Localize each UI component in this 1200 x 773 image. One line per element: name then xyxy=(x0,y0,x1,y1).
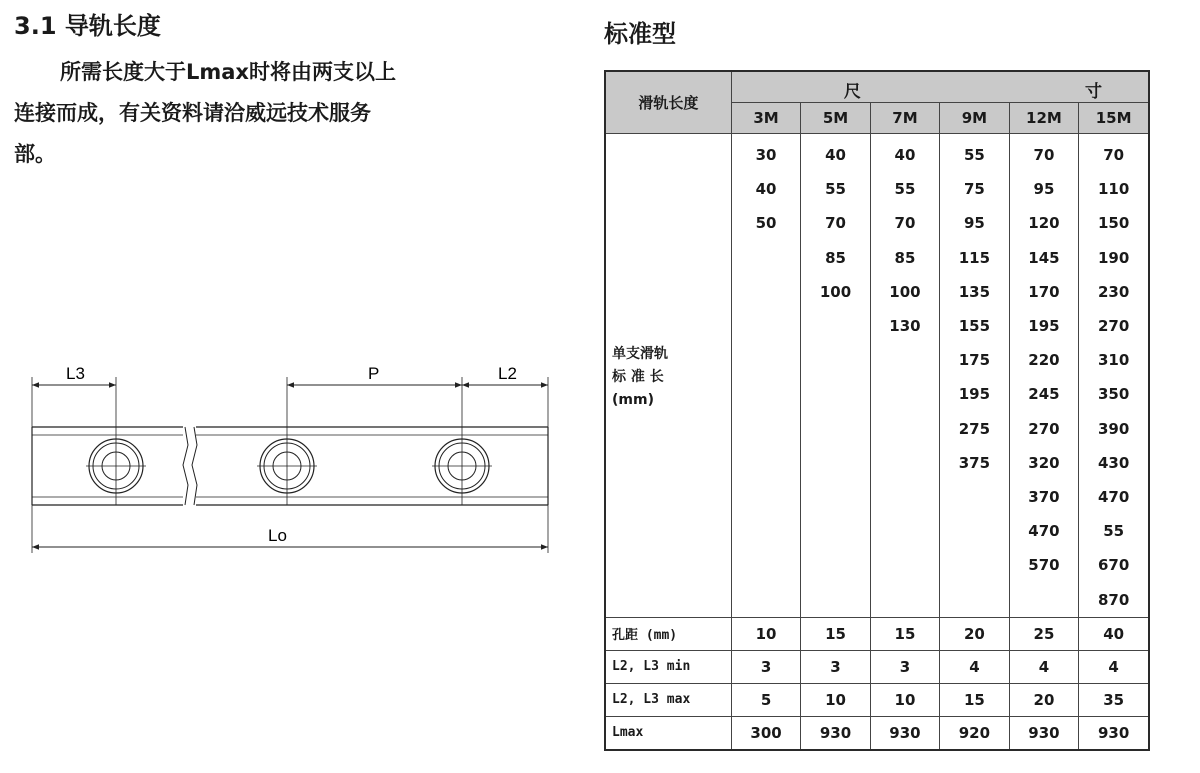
table-cell: 40 xyxy=(801,134,870,173)
table-row xyxy=(605,650,1149,683)
table-cell: 50 xyxy=(731,206,800,240)
table-cell: 25 xyxy=(1009,617,1079,650)
table-cell: 390 xyxy=(1079,412,1149,446)
mounting-hole xyxy=(86,377,146,505)
paragraph-line-2: 连接而成，有关资料请洽威远技术服务 xyxy=(14,101,371,125)
table-cell xyxy=(801,514,870,548)
table-cell xyxy=(731,309,800,343)
column-header: 5M xyxy=(801,103,870,134)
mounting-hole xyxy=(432,377,492,505)
table-cell: 30 xyxy=(731,134,800,173)
table-cell: 4 xyxy=(1009,650,1079,683)
table-cell xyxy=(801,548,870,582)
table-row xyxy=(605,716,1149,750)
table-cell xyxy=(731,582,800,617)
group-label-line: 标 准 长 xyxy=(612,368,664,385)
column-header: 7M xyxy=(870,103,939,134)
table-cell: 470 xyxy=(1009,514,1079,548)
table-cell: 300 xyxy=(731,716,800,750)
table-cell: 5 xyxy=(731,683,800,716)
table-cell: 270 xyxy=(1079,309,1149,343)
table-cell: 115 xyxy=(940,241,1009,275)
footer-row-label: L2, L3 max xyxy=(605,683,731,716)
column-header: 3M xyxy=(731,103,800,134)
table-cell xyxy=(801,377,870,411)
table-cell xyxy=(731,548,800,582)
table-cell: 145 xyxy=(1009,241,1079,275)
table-cell: 20 xyxy=(940,617,1009,650)
dimension-header-right: 寸 xyxy=(1085,82,1102,102)
table-cell xyxy=(940,514,1009,548)
table-cell xyxy=(870,446,939,480)
table-cell: 220 xyxy=(1009,343,1079,377)
table-cell: 10 xyxy=(870,683,939,716)
table-cell: 120 xyxy=(1009,206,1079,240)
table-cell xyxy=(870,343,939,377)
group-label-line: 单支滑轨 xyxy=(612,345,668,362)
table-cell: 195 xyxy=(1009,309,1079,343)
table-cell: 40 xyxy=(1079,617,1149,650)
table-cell: 10 xyxy=(731,617,800,650)
table-cell xyxy=(870,377,939,411)
table-cell: 70 xyxy=(1009,134,1079,173)
table-cell: 375 xyxy=(940,446,1009,480)
l3-label: L3 xyxy=(66,364,85,383)
table-cell xyxy=(1009,582,1079,617)
table-cell: 350 xyxy=(1079,377,1149,411)
table-cell: 570 xyxy=(1009,548,1079,582)
table-cell xyxy=(731,514,800,548)
table-cell: 85 xyxy=(801,241,870,275)
table-cell: 3 xyxy=(731,650,800,683)
table-cell xyxy=(940,582,1009,617)
table-cell: 135 xyxy=(940,275,1009,309)
table-cell: 930 xyxy=(1009,716,1079,750)
table-cell: 920 xyxy=(940,716,1009,750)
table-cell: 70 xyxy=(1079,134,1149,173)
table-cell: 320 xyxy=(1009,446,1079,480)
table-cell xyxy=(801,582,870,617)
table-cell: 55 xyxy=(1079,514,1149,548)
table-cell: 70 xyxy=(801,206,870,240)
table-cell xyxy=(731,377,800,411)
table-cell: 270 xyxy=(1009,412,1079,446)
table-cell xyxy=(870,514,939,548)
table-cell: 4 xyxy=(940,650,1009,683)
footer-row-label: Lmax xyxy=(605,716,731,750)
table-cell: 40 xyxy=(731,172,800,206)
table-cell xyxy=(731,446,800,480)
table-row xyxy=(605,134,1149,173)
table-cell: 155 xyxy=(940,309,1009,343)
table-cell: 930 xyxy=(870,716,939,750)
table-cell: 55 xyxy=(870,172,939,206)
table-cell: 10 xyxy=(801,683,870,716)
dimension-header-left: 尺 xyxy=(843,82,861,102)
group-label xyxy=(605,134,731,618)
table-cell xyxy=(940,480,1009,514)
table-cell xyxy=(940,548,1009,582)
table-cell: 150 xyxy=(1079,206,1149,240)
standard-length-table xyxy=(604,70,1150,751)
table-cell xyxy=(801,412,870,446)
paragraph-line-3: 部。 xyxy=(14,142,56,166)
table-row xyxy=(605,617,1149,650)
footer-row-label: L2, L3 min xyxy=(605,650,731,683)
l0-label: Lo xyxy=(268,526,287,545)
mounting-hole xyxy=(257,377,317,505)
table-cell: 230 xyxy=(1079,275,1149,309)
table-cell xyxy=(801,480,870,514)
row-header: 滑轨长度 xyxy=(605,71,731,134)
table-cell: 20 xyxy=(1009,683,1079,716)
table-cell xyxy=(870,582,939,617)
table-cell: 35 xyxy=(1079,683,1149,716)
rail-diagram xyxy=(22,355,562,565)
table-cell: 3 xyxy=(801,650,870,683)
table-cell: 70 xyxy=(870,206,939,240)
table-cell: 100 xyxy=(801,275,870,309)
paragraph-line-1: 所需长度大于Lmax时将由两支以上 xyxy=(60,60,396,84)
table-cell: 275 xyxy=(940,412,1009,446)
table-cell xyxy=(731,343,800,377)
table-cell xyxy=(870,412,939,446)
table-cell xyxy=(731,241,800,275)
column-header: 9M xyxy=(940,103,1009,134)
table-cell: 95 xyxy=(1009,172,1079,206)
table-cell: 100 xyxy=(870,275,939,309)
section-paragraph xyxy=(14,52,494,175)
column-header: 15M xyxy=(1079,103,1149,134)
table-cell: 15 xyxy=(940,683,1009,716)
table-cell xyxy=(801,446,870,480)
table-cell: 190 xyxy=(1079,241,1149,275)
table-cell xyxy=(731,275,800,309)
table-cell xyxy=(731,412,800,446)
table-cell: 55 xyxy=(801,172,870,206)
table-cell: 110 xyxy=(1079,172,1149,206)
section-title: 3.1 导轨长度 xyxy=(14,12,161,40)
table-row xyxy=(605,683,1149,716)
column-header: 12M xyxy=(1009,103,1079,134)
table-cell xyxy=(731,480,800,514)
table-cell: 670 xyxy=(1079,548,1149,582)
table-cell: 430 xyxy=(1079,446,1149,480)
table-title: 标准型 xyxy=(604,20,676,48)
table-cell: 15 xyxy=(870,617,939,650)
table-cell: 310 xyxy=(1079,343,1149,377)
table-cell: 370 xyxy=(1009,480,1079,514)
dimension-header xyxy=(731,71,1149,103)
table-cell xyxy=(870,548,939,582)
p-label: P xyxy=(368,364,380,383)
table-cell: 75 xyxy=(940,172,1009,206)
table-cell xyxy=(801,309,870,343)
table-cell: 930 xyxy=(1079,716,1149,750)
table-cell: 870 xyxy=(1079,582,1149,617)
table-cell: 95 xyxy=(940,206,1009,240)
table-cell: 930 xyxy=(801,716,870,750)
group-label-line: (mm) xyxy=(612,391,654,408)
footer-row-label: 孔距 (mm) xyxy=(605,617,731,650)
table-cell: 3 xyxy=(870,650,939,683)
table-cell: 175 xyxy=(940,343,1009,377)
table-cell: 55 xyxy=(940,134,1009,173)
l2-label: L2 xyxy=(498,364,517,383)
table-cell: 195 xyxy=(940,377,1009,411)
table-cell: 85 xyxy=(870,241,939,275)
table-cell xyxy=(870,480,939,514)
table-cell: 4 xyxy=(1079,650,1149,683)
table-cell: 170 xyxy=(1009,275,1079,309)
table-cell: 15 xyxy=(801,617,870,650)
table-cell xyxy=(801,343,870,377)
table-cell: 40 xyxy=(870,134,939,173)
table-cell: 245 xyxy=(1009,377,1079,411)
table-cell: 130 xyxy=(870,309,939,343)
table-cell: 470 xyxy=(1079,480,1149,514)
